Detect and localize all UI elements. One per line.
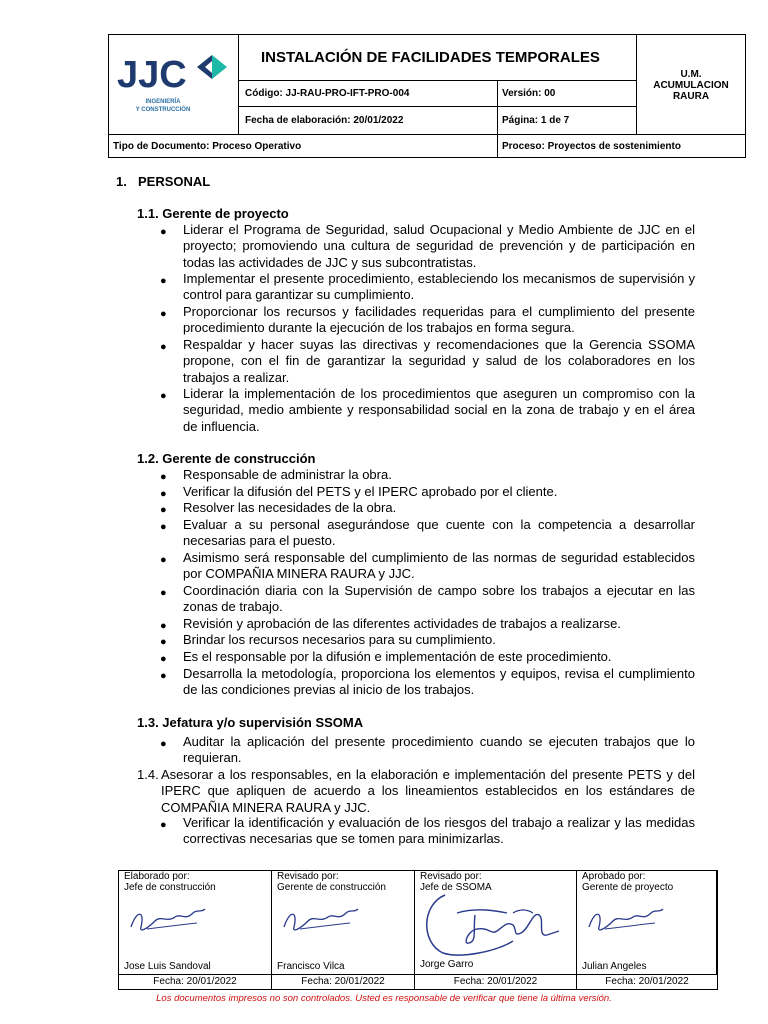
section-heading-personal xyxy=(116,174,210,190)
handwritten-signature-icon xyxy=(585,899,665,939)
document-date: Fecha de elaboración: 20/01/2022 xyxy=(239,107,498,135)
list-item: Desarrolla la metodología, proporciona los elementos y equipos, revisa el cumplimiento de las condiciones previas al inicio de los trabajos. xyxy=(183,666,695,698)
list-item: Proporcionar los recursos y facilidades requeridas para el cumplimiento del presente procedimiento durante la ejecución de los trabajos en forma segura. xyxy=(183,304,695,336)
logo-sub-line2: Y CONSTRUCCIÓN xyxy=(135,107,191,113)
signature-role xyxy=(277,871,386,893)
logo-arrow-teal xyxy=(212,55,227,79)
paragraph-number: 1.4. xyxy=(137,767,159,782)
subsection-heading-gerente-construccion: 1.2. Gerente de construcción xyxy=(137,451,316,466)
document-code: Código: JJ-RAU-PRO-IFT-PRO-004 xyxy=(239,81,498,107)
list-item: Revisión y aprobación de las diferentes actividades de trabajos a realizarse. xyxy=(183,616,621,631)
signature-role xyxy=(582,871,673,893)
document-type: Tipo de Documento: Proceso Operativo xyxy=(109,135,498,157)
list-item: Asimismo será responsable del cumplimiento de las normas de seguridad establecidos por COMPAÑIA MINERA RAURA y JJC. xyxy=(183,550,695,582)
um-line3: RAURA xyxy=(672,91,710,102)
signature-role xyxy=(420,871,492,893)
list-item: Implementar el presente procedimiento, estableciendo los mecanismos de supervisión y control para garantizar su cumplimiento. xyxy=(183,271,695,303)
bullet-icon: ● xyxy=(160,275,167,287)
bullet-icon: ● xyxy=(160,587,167,599)
signature-table xyxy=(118,870,718,990)
unit-mining-label xyxy=(637,35,745,135)
section-title: PERSONAL xyxy=(138,174,211,189)
paragraph-text: Asesorar a los responsables, en la elaboración e implementación del presente PETS y del IPERC que apliquen de acuerdo a los lineamientos establecidos en los estándares de COMPAÑIA MINERA RAURA y JJC. xyxy=(161,767,695,815)
list-item: Auditar la aplicación del presente procedimiento cuando se ejecuten trabajos que lo requieran. xyxy=(183,734,695,766)
bullet-icon: ● xyxy=(160,341,167,353)
signature-role xyxy=(124,871,216,893)
bullet-icon: ● xyxy=(160,521,167,533)
um-line2: ACUMULACION xyxy=(653,80,729,91)
handwritten-signature-icon xyxy=(127,899,207,939)
signer-name: Jorge Garro xyxy=(420,959,474,970)
signature-cell-aprobado xyxy=(577,871,717,974)
signature-cell-revisado-1 xyxy=(272,871,415,974)
list-item: Brindar los recursos necesarios para su cumplimiento. xyxy=(183,632,496,647)
signature-role-title: Jefe de construcción xyxy=(124,882,216,893)
document-header xyxy=(108,34,746,158)
signer-name: Jose Luis Sandoval xyxy=(124,961,211,972)
list-item: Resolver las necesidades de la obra. xyxy=(183,500,397,515)
bullet-icon: ● xyxy=(160,819,167,831)
um-line1: U.M. xyxy=(680,69,702,80)
logo-letters: JJC xyxy=(117,54,187,96)
subsection-heading-gerente-proyecto: 1.1. Gerente de proyecto xyxy=(137,206,289,221)
signature-role-title: Gerente de proyecto xyxy=(582,882,674,893)
bullet-icon: ● xyxy=(160,554,167,566)
bullet-icon: ● xyxy=(160,308,167,320)
signature-role-label: Revisado por: xyxy=(277,871,339,882)
bullet-icon: ● xyxy=(160,670,167,682)
bullet-icon: ● xyxy=(160,653,167,665)
logo-sub-line1: INGENIERÍA xyxy=(145,99,181,105)
section-number: 1. xyxy=(116,174,127,189)
logo-subtitle xyxy=(133,98,193,114)
signature-date: Fecha: 20/01/2022 xyxy=(119,974,272,990)
list-item: Verificar la difusión del PETS y el IPERC aprobado por el cliente. xyxy=(183,484,558,499)
signature-role-label: Revisado por: xyxy=(420,871,482,882)
bullet-icon: ● xyxy=(160,471,167,483)
signature-cell-elaborado xyxy=(119,871,272,974)
bullet-icon: ● xyxy=(160,488,167,500)
signature-date: Fecha: 20/01/2022 xyxy=(415,974,577,990)
signer-name: Francisco Vilca xyxy=(277,961,345,972)
list-item: Liderar el Programa de Seguridad, salud Ocupacional y Medio Ambiente de JJC en el proyecto; promoviendo una cultura de seguridad de prevención y de participación en todas las actividades de JJC y sus subcontratistas. xyxy=(183,222,695,270)
signature-role-label: Elaborado por: xyxy=(124,871,190,882)
document-version: Versión: 00 xyxy=(498,81,637,107)
bullet-icon: ● xyxy=(160,636,167,648)
signature-date: Fecha: 20/01/2022 xyxy=(272,974,415,990)
document-title: INSTALACIÓN DE FACILIDADES TEMPORALES xyxy=(239,35,637,81)
numbered-paragraph-1-4 xyxy=(137,767,695,816)
handwritten-signature-icon xyxy=(280,899,360,939)
jjc-logo-icon xyxy=(115,49,233,99)
bullet-icon: ● xyxy=(160,738,167,750)
list-item: Verificar la identificación y evaluación de los riesgos del trabajo a realizar y las medidas correctivas necesarias que se tomen para minimizarlas. xyxy=(183,815,695,847)
signature-role-title: Jefe de SSOMA xyxy=(420,882,492,893)
page-number: Página: 1 de 7 xyxy=(498,107,637,135)
uncontrolled-copy-notice: Los documentos impresos no son controlados. Usted es responsable de verificar que tiene la última versión. xyxy=(156,993,612,1004)
bullet-icon: ● xyxy=(160,390,167,402)
list-item: Liderar la implementación de los procedimientos que aseguren un compromiso con la seguridad, medio ambiente y responsabilidad social en la zona de trabajo y en el área de influencia. xyxy=(183,386,695,434)
signature-date: Fecha: 20/01/2022 xyxy=(577,974,717,990)
list-item: Responsable de administrar la obra. xyxy=(183,467,392,482)
document-process: Proceso: Proyectos de sostenimiento xyxy=(502,140,681,152)
subsection-heading-jefatura-ssoma: 1.3. Jefatura y/o supervisión SSOMA xyxy=(137,715,364,730)
bullet-icon: ● xyxy=(160,226,167,238)
signature-role-label: Aprobado por: xyxy=(582,871,646,882)
bullet-icon: ● xyxy=(160,620,167,632)
signature-cell-revisado-2 xyxy=(415,871,577,974)
handwritten-signature-icon xyxy=(417,891,567,961)
list-item: Es el responsable por la difusión e implementación de este procedimiento. xyxy=(183,649,612,664)
list-item: Respaldar y hacer suyas las directivas y recomendaciones que la Gerencia SSOMA propone, con el fin de garantizar la seguridad y salud de los colaboradores en los trabajos a realizar. xyxy=(183,337,695,385)
signer-name: Julian Angeles xyxy=(582,961,647,972)
signature-role-title: Gerente de construcción xyxy=(277,882,386,893)
company-logo xyxy=(109,35,239,135)
list-item: Evaluar a su personal asegurándose que cuente con la competencia a desarrollar necesarias para el puesto. xyxy=(183,517,695,549)
list-item: Coordinación diaria con la Supervisión de campo sobre los trabajos a ejecutar en las zonas de trabajo. xyxy=(183,583,695,615)
bullet-icon: ● xyxy=(160,504,167,516)
